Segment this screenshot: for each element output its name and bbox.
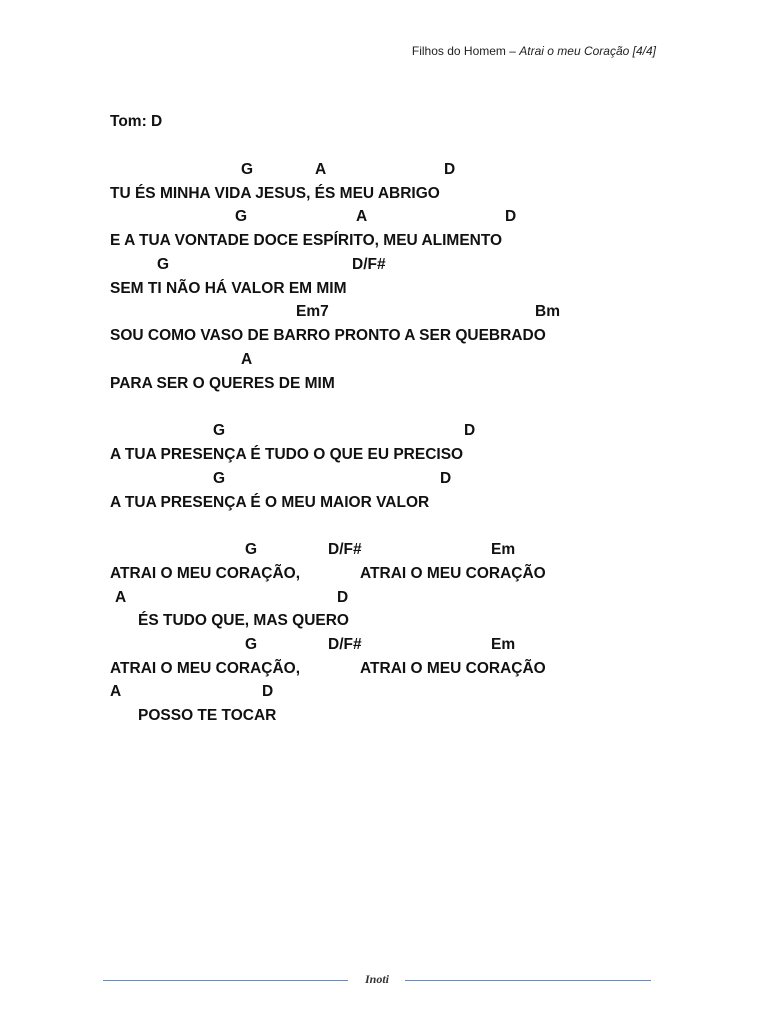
header-song-title: Atrai o meu Coração [4/4] <box>519 44 656 58</box>
lyric-line: PARA SER O QUERES DE MIM <box>110 375 335 392</box>
chord: D <box>440 470 452 487</box>
key-line: Tom: D <box>110 113 163 130</box>
chord: D <box>505 208 517 225</box>
chord: D/F# <box>328 541 362 558</box>
header-artist: Filhos do Homem <box>411 44 506 58</box>
chord: G <box>157 256 170 273</box>
lyric-line: E A TUA VONTADE DOCE ESPÍRITO, MEU ALIMENTO <box>110 232 503 249</box>
chord: D/F# <box>328 636 362 653</box>
chord: G <box>241 161 254 178</box>
chord: Em <box>491 541 516 558</box>
chord: G <box>213 422 226 439</box>
chord: G <box>213 470 226 487</box>
header-separator: – <box>505 44 520 58</box>
chord: Em7 <box>296 303 329 320</box>
chord: A <box>356 208 368 225</box>
chord: G <box>245 636 258 653</box>
chord: Em <box>491 636 516 653</box>
footer-text: Inoti <box>364 972 389 986</box>
lyric-line: ATRAI O MEU CORAÇÃO <box>360 660 546 677</box>
lyric-line: POSSO TE TOCAR <box>138 707 277 724</box>
lyric-line: A TUA PRESENÇA É TUDO O QUE EU PRECISO <box>110 446 464 463</box>
lyric-line: ATRAI O MEU CORAÇÃO, <box>110 565 301 582</box>
chord: A <box>115 589 127 606</box>
lyric-line: SEM TI NÃO HÁ VALOR EM MIM <box>110 280 347 297</box>
chord: D/F# <box>352 256 386 273</box>
lyric-line: ATRAI O MEU CORAÇÃO, <box>110 660 301 677</box>
chord: A <box>110 683 122 700</box>
chord: G <box>235 208 248 225</box>
chord: A <box>241 351 253 368</box>
chord: D <box>337 589 349 606</box>
chord: Bm <box>535 303 560 320</box>
chord: G <box>245 541 258 558</box>
lyric-line: SOU COMO VASO DE BARRO PRONTO A SER QUEBRADO <box>110 327 546 344</box>
chord: D <box>262 683 274 700</box>
chord: D <box>444 161 456 178</box>
chord: A <box>315 161 327 178</box>
lyric-line: TU ÉS MINHA VIDA JESUS, ÉS MEU ABRIGO <box>110 185 440 202</box>
lyric-line: ÉS TUDO QUE, MAS QUERO <box>138 612 349 629</box>
lyric-line: A TUA PRESENÇA É O MEU MAIOR VALOR <box>110 494 430 511</box>
lyric-line: ATRAI O MEU CORAÇÃO <box>360 565 546 582</box>
chord: D <box>464 422 476 439</box>
